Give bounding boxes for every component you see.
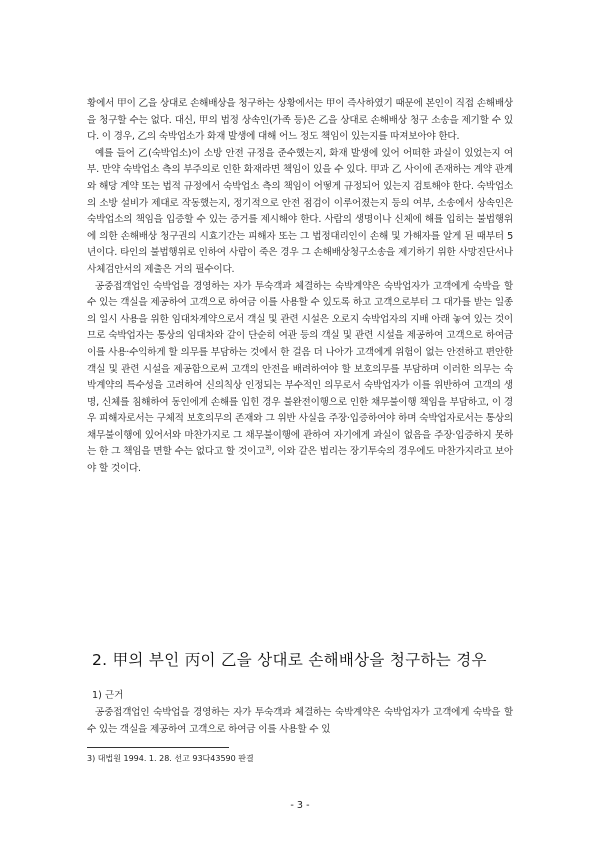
paragraph: 예를 들어 乙(숙박업소)이 소방 안전 규정을 준수했는지, 화재 발생에 있어 어떠한 과실이 있었는지 여부. 만약 숙박업소 측의 부주의로 인한 화재라면 책임이 있을 수 있다. 甲과 乙 사이에 존재하는 계약 관계와 해당 계약 또는 법적 규정에서 숙박업소 측의 책임이 어떻게 규정되어 있는지 검토해야 한다. 숙박업소의 소방 설비가 제대로 작동했는지, 정기적으로 안전 점검이 이루어졌는지 등의 여부, 소송에서 상속인은 숙박업소의 책임을 입증할 수 있는 증거를 제시해야 한다. 사람의 생명이나 신체에 해를 입히는 불법행위에 의한 손해배상 청구권의 시효기간는 피해자 또는 그 법정대리인이 손해 및 가해자를 알게 된 때부터 5년이다. 타인의 불법행위로 인하여 사람이 죽은 경우 그 손해배상청구소송을 제기하기 위한 사망진단서나 사체검안서의 제출은 거의 필수이다. — [87, 147, 513, 275]
body-text-block — [87, 96, 513, 478]
paragraph — [87, 279, 513, 478]
footnote-reference[interactable]: 3) — [265, 444, 272, 453]
paragraph-text: , 이와 같은 법리는 장기투숙의 경우에도 마찬가지라고 보아야 할 것이다. — [87, 446, 513, 475]
section-heading: 2. 甲의 부인 丙이 乙을 상대로 손해배상을 청구하는 경우 — [92, 651, 487, 669]
body-text-block — [87, 705, 513, 738]
page-number: - 3 - — [290, 800, 310, 811]
paragraph: 공중접객업인 숙박업을 경영하는 자가 투숙객과 체결하는 숙박계약은 숙박업자가 고객에게 숙박을 할 수 있는 객실을 제공하여 고객으로 하여금 이를 사용할 수 있 — [87, 707, 513, 735]
footnote-divider — [87, 747, 229, 748]
footnote: 3) 대법원 1994. 1. 28. 선고 93다43590 판결 — [87, 754, 254, 763]
subsection-heading: 1) 근거 — [92, 690, 124, 701]
paragraph-text: 공중접객업인 숙박업을 경영하는 자가 투숙객과 체결하는 숙박계약은 숙박업자가 고객에게 숙박을 할 수 있는 객실을 제공하여 고객으로 하여금 이를 사용할 수 있도록 하고 고객으로부터 그 대가를 받는 일종의 일시 사용을 위한 임대차계약으로서 객실 및 관련 시설은 오로지 숙박업자의 지배 아래 놓여 있는 것이므로 숙박업자는 통상의 임대차와 같이 단순히 여관 등의 객실 및 관련 시설을 제공하여 고객으로 하여금 이를 사용·수익하게 할 의무를 부담하는 것에서 한 걸음 더 나아가 고객에게 위험이 없는 안전하고 편안한 객실 및 관련 시설을 제공함으로써 고객의 안전을 배려하여야 할 보호의무를 부담하며 이러한 의무는 숙박계약의 특수성을 고려하여 신의칙상 인정되는 부수적인 의무로서 숙박업자가 이를 위반하여 고객의 생명, 신체를 침해하여 동인에게 손해를 입힌 경우 불완전이행으로 인한 채무불이행 책임을 부담하고, 이 경우 피해자로서는 구체적 보호의무의 존재와 그 위반 사실을 주장·입증하여야 하며 숙박업자로서는 통상의 채무불이행에 있어서와 마찬가지로 그 채무불이행에 관하여 자기에게 과실이 없음을 주장·입증하지 못하는 한 그 책임을 면할 수는 없다고 할 것이고 — [87, 280, 513, 458]
paragraph: 황에서 甲이 乙을 상대로 손해배상을 청구하는 상황에서는 甲이 즉사하였기 때문에 본인이 직접 손해배상을 청구할 수는 없다. 대신, 甲의 법정 상속인(가족 등)은 乙을 상대로 손해배상 청구 소송을 제기할 수 있다. 이 경우, 乙의 숙박업소가 화재 발생에 대해 어느 정도 책임이 있는지를 따져보아야 한다. — [87, 98, 513, 143]
